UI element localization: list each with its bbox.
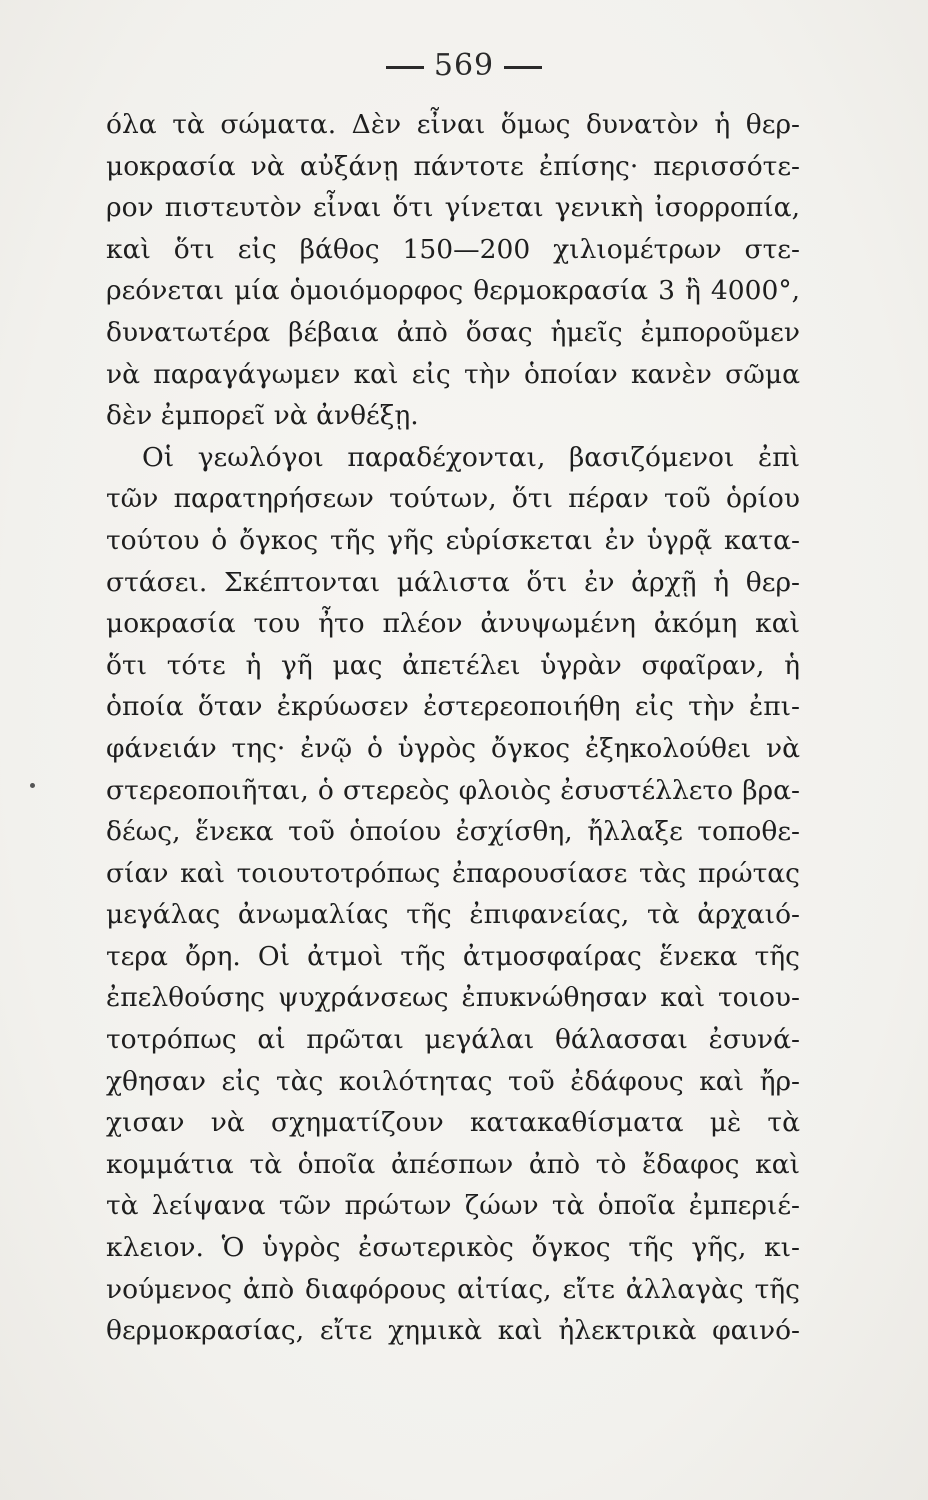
text-line: ρον πιστευτὸν εἶναι ὅτι γίνεται γενικὴ ἰσορροπία, xyxy=(106,192,800,224)
text-line: μοκρασία του ἦτο πλέον ἀνυψωμένη ἀκόμη καὶ xyxy=(106,608,800,640)
text-line: δὲν ἐμπορεῖ νὰ ἀνθέξῃ. xyxy=(106,400,419,432)
header-right-rule xyxy=(504,66,542,69)
text-line: νούμενος ἀπὸ διαφόρους αἰτίας, εἴτε ἀλλαγὰς τῆς xyxy=(106,1273,800,1305)
text-line: κομμάτια τὰ ὁποῖα ἀπέσπων ἀπὸ τὸ ἔδαφος καὶ xyxy=(106,1148,800,1180)
text-line: φάνειάν της· ἐνῷ ὁ ὑγρὸς ὄγκος ἐξηκολούθει νὰ xyxy=(106,732,800,764)
header-left-rule xyxy=(386,66,424,69)
text-line: τερα ὄρη. Οἱ ἀτμοὶ τῆς ἀτμοσφαίρας ἕνεκα τῆς xyxy=(106,940,800,972)
body-text xyxy=(106,104,800,1352)
text-line: μεγάλας ἀνωμαλίας τῆς ἐπιφανείας, τὰ ἀρχαιό- xyxy=(106,899,800,931)
text-line: δέως, ἕνεκα τοῦ ὁποίου ἐσχίσθη, ἤλλαξε τοποθε- xyxy=(106,816,800,848)
text-line: τούτου ὁ ὄγκος τῆς γῆς εὑρίσκεται ἐν ὑγρᾷ κατα- xyxy=(106,524,800,556)
text-line: ὅτι τότε ἡ γῆ μας ἀπετέλει ὑγρὰν σφαῖραν, ἡ xyxy=(106,649,800,681)
text-line: ἐπελθούσης ψυχράνσεως ἐπυκνώθησαν καὶ τοιου- xyxy=(106,982,800,1014)
text-line: μοκρασία νὰ αὐξάνῃ πάντοτε ἐπίσης· περισσότε- xyxy=(106,150,800,182)
text-line: τοτρόπως αἱ πρῶται μεγάλαι θάλασσαι ἐσυνά- xyxy=(106,1024,800,1056)
text-line: ρεόνεται μία ὁμοιόμορφος θερμοκρασία 3 ἢ 4000°, xyxy=(106,275,800,307)
text-line: σίαν καὶ τοιουτοτρόπως ἐπαρουσίασε τὰς πρώτας xyxy=(106,857,800,889)
text-line: χθησαν εἰς τὰς κοιλότητας τοῦ ἐδάφους καὶ ἤρ- xyxy=(106,1065,800,1097)
text-line: όλα τὰ σώματα. Δὲν εἶναι ὅμως δυνατὸν ἡ θερ- xyxy=(106,109,800,140)
text-line: στάσει. Σκέπτονται μάλιστα ὅτι ἐν ἀρχῇ ἡ θερ- xyxy=(106,566,800,598)
text-line: τῶν παρατηρήσεων τούτων, ὅτι πέραν τοῦ ὁρίου xyxy=(106,483,800,515)
text-line: καὶ ὅτι εἰς βάθος 150—200 χιλιομέτρων στε- xyxy=(106,233,800,265)
text-line: δυνατωτέρα βέβαια ἀπὸ ὅσας ἡμεῖς ἐμποροῦμεν xyxy=(106,316,800,348)
text-line: κλειον. Ὁ ὑγρὸς ἐσωτερικὸς ὄγκος τῆς γῆς, κι- xyxy=(106,1232,800,1264)
text-line: θερμοκρασίας, εἴτε χημικὰ καὶ ἠλεκτρικὰ φαινό- xyxy=(106,1315,800,1347)
text-line: ὁποία ὅταν ἐκρύωσεν ἐστερεοποιήθη εἰς τὴν ἐπι- xyxy=(106,691,800,723)
page-header xyxy=(0,48,928,83)
text-line: χισαν νὰ σχηματίζουν κατακαθίσματα μὲ τὰ xyxy=(106,1107,800,1139)
page-number: 569 xyxy=(433,48,495,83)
text-line: τὰ λείψανα τῶν πρώτων ζώων τὰ ὁποῖα ἐμπεριέ- xyxy=(106,1190,800,1222)
text-line: Οἱ γεωλόγοι παραδέχονται, βασιζόμενοι ἐπὶ xyxy=(142,441,800,473)
margin-speck xyxy=(30,783,35,788)
text-line: στερεοποιῆται, ὁ στερεὸς φλοιὸς ἐσυστέλλετο βρα- xyxy=(106,774,800,806)
text-line: νὰ παραγάγωμεν καὶ εἰς τὴν ὁποίαν κανὲν σῶμα xyxy=(106,358,800,390)
